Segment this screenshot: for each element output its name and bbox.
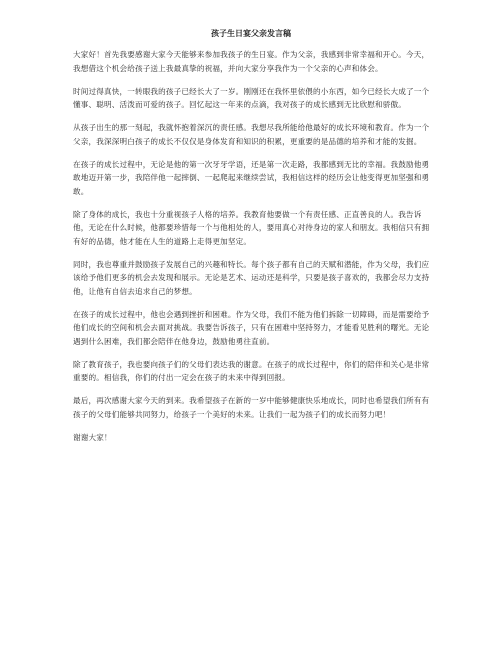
document-body — [73, 48, 433, 454]
paragraph-character: 除了身体的成长，我也十分重视孩子人格的培养。我教育他要做一个有责任感、正直善良的人。我告诉他，无论在什么时候，他都要珍惜每一个与他相处的人，要用真心对待身边的家人和朋友。我相信只有拥有好的品德，他才能在人生的道路上走得更加坚定。 — [73, 209, 430, 246]
paragraph-challenges: 在孩子的成长过程中，他也会遇到挫折和困难。作为父母，我们不能为他们拆除一切障碍，而是需要给予他们成长的空间和机会去面对挑战。我要告诉孩子，只有在困难中坚持努力，才能看见胜利的曙光。无论遇到什么困难，我们都会陪伴在他身边，鼓励他勇往直前。 — [73, 309, 430, 346]
paragraph-thanks-parents: 除了教育孩子，我也要向孩子们的父母们表达我的谢意。在孩子的成长过程中，你们的陪伴和关心是非常重要的。相信我，你们的付出一定会在孩子的未来中得到回报。 — [73, 359, 430, 382]
paragraph-closing: 最后，再次感谢大家今天的到来。我希望孩子在新的一岁中能够健康快乐地成长，同时也希望我们所有有孩子的父母们能够共同努力，给孩子一个美好的未来。让我们一起为孩子们的成长而努力吧！ — [73, 396, 430, 419]
paragraph-first-steps: 在孩子的成长过程中，无论是他的第一次牙牙学语，还是第一次走路，我都感到无比的幸福。我鼓励他勇敢地迈开第一步，我陪伴他一起摔倒、一起爬起来继续尝试，我相信这样的经历会让他变得更加坚强和勇敢。 — [73, 159, 430, 196]
paragraph-thank-you: 谢谢大家！ — [73, 432, 112, 442]
paragraph-time-flies: 时间过得真快，一转眼我的孩子已经长大了一岁。刚刚还在我怀里依偎的小东西，如今已经长大成了一个懂事、聪明、活泼而可爱的孩子。回忆起这一年来的点滴，我对孩子的成长感到无比欣慰和骄傲。 — [73, 86, 430, 109]
document-title: 孩子生日宴父亲发言稿 — [211, 28, 291, 38]
paragraph-interests: 同时，我也尊重并鼓励孩子发展自己的兴趣和特长。每个孩子都有自己的天赋和潜能，作为父母，我们应该给予他们更多的机会去发现和展示。无论是艺术、运动还是科学，只要是孩子喜欢的，我都会尽力支持他，让他有自信去追求自己的梦想。 — [73, 259, 430, 296]
paragraph-greeting: 大家好！首先我要感谢大家今天能够来参加我孩子的生日宴。作为父亲，我感到非常幸福和开心。今天，我想借这个机会给孩子送上我最真挚的祝福，并向大家分享我作为一个父亲的心声和体会。 — [73, 50, 430, 73]
paragraph-responsibility: 从孩子出生的那一刻起，我就怀抱着深沉的责任感。我想尽我所能给他最好的成长环境和教育。作为一个父亲，我深深明白孩子的成长不仅仅是身体发育和知识的积累，更重要的是品德的培养和才能的发掘。 — [73, 123, 430, 146]
